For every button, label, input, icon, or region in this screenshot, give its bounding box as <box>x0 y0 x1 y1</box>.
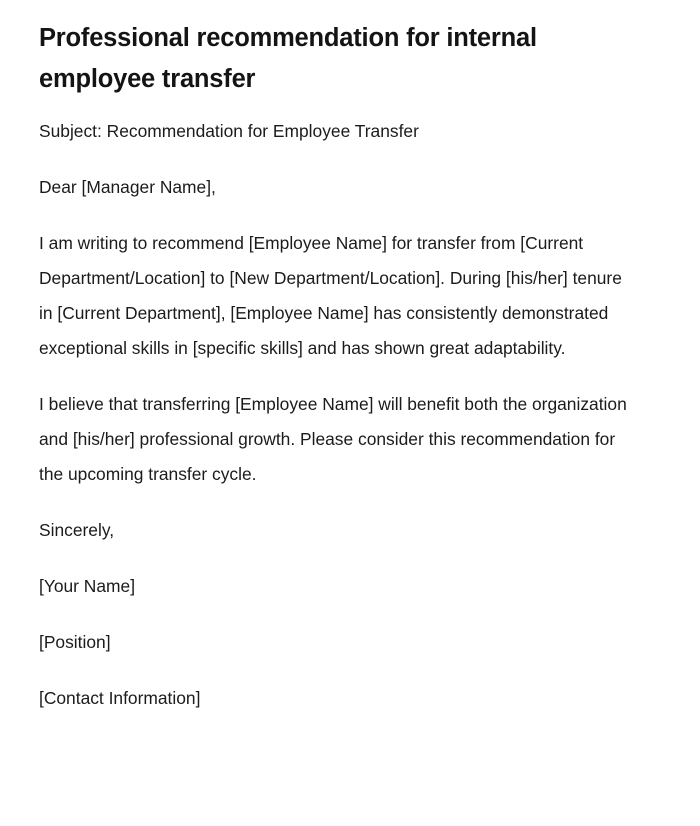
signature-contact: [Contact Information] <box>39 688 201 708</box>
body-paragraph-1: I am writing to recommend [Employee Name] for transfer from [Current Department/Location] to [New Department/Location]. During [his/her] tenure in [Current Department], [Employee Name] has consistently demonstrated exceptional skills in [specific skills] and has shown great adaptability. <box>39 233 622 358</box>
salutation: Dear [Manager Name], <box>39 177 216 197</box>
body-paragraph-2: I believe that transferring [Employee Name] will benefit both the organization and [his/her] professional growth. Please consider this recommendation for the upcoming transfer cycle. <box>39 394 627 484</box>
signature-name: [Your Name] <box>39 576 136 596</box>
signature-position: [Position] <box>39 632 111 652</box>
subject-line: Subject: Recommendation for Employee Transfer <box>39 121 419 141</box>
closing: Sincerely, <box>39 520 115 540</box>
page-title: Professional recommendation for internal employee transfer <box>39 24 537 93</box>
document-body <box>39 114 660 716</box>
